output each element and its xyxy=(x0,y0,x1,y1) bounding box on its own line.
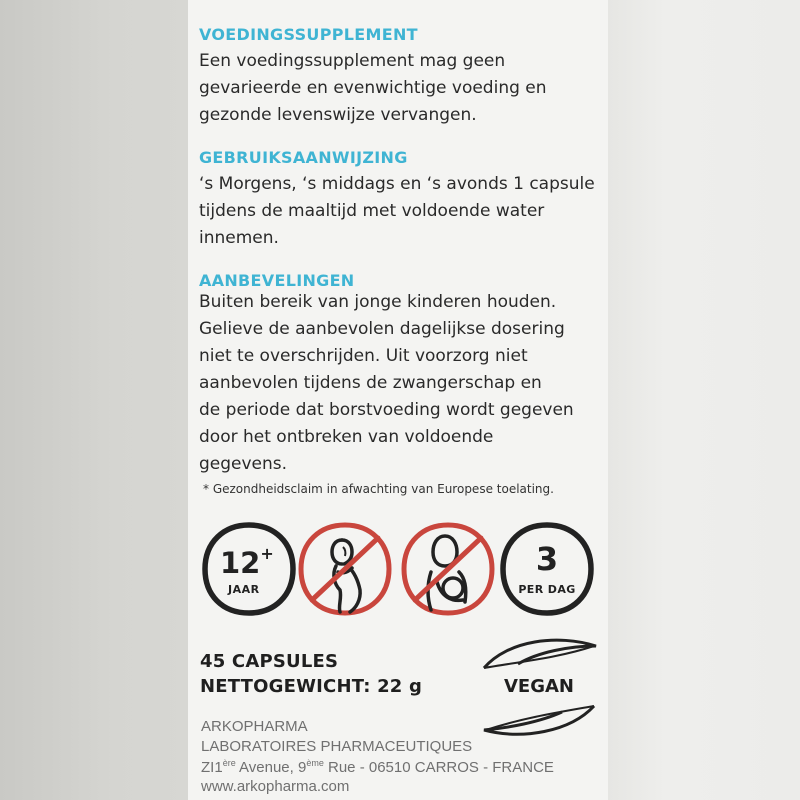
text-line: innemen. xyxy=(199,228,279,248)
paragraph-gebruiksaanwijzing xyxy=(199,171,595,252)
vegan-badge: VEGAN xyxy=(504,676,574,697)
text-line: door het ontbreken van voldoende xyxy=(199,427,494,447)
age-unit: JAAR xyxy=(228,583,260,596)
paragraph-aanbevelingen xyxy=(199,289,574,478)
text-line: de periode dat borstvoeding wordt gegeven xyxy=(199,400,574,420)
manufacturer-lab: LABORATOIRES PHARMACEUTIQUES xyxy=(201,738,473,755)
text-line: tijdens de maaltijd met voldoende water xyxy=(199,201,545,221)
heading-gebruiksaanwijzing: GEBRUIKSAANWIJZING xyxy=(199,148,408,167)
net-weight: NETTOGEWICHT: 22 g xyxy=(200,676,423,697)
footnote: * Gezondheidsclaim in afwachting van Europese toelating. xyxy=(203,482,554,496)
text-line: aanbevolen tijdens de zwangerschap en xyxy=(199,373,542,393)
manufacturer-website: www.arkopharma.com xyxy=(201,778,350,795)
paragraph-voedingssupplement xyxy=(199,48,547,129)
dose-label xyxy=(500,522,594,616)
no-breastfeeding-icon xyxy=(401,522,495,616)
dose-unit: PER DAG xyxy=(518,583,576,596)
text-line: ‘s Morgens, ‘s middags en ‘s avonds 1 capsule xyxy=(199,174,595,194)
text-line: Een voedingssupplement mag geen xyxy=(199,51,506,71)
no-pregnancy-icon xyxy=(298,522,392,616)
manufacturer-name: ARKOPHARMA xyxy=(201,718,308,735)
background-right xyxy=(608,0,800,800)
manufacturer-address: ZI1ère Avenue, 9ème Rue - 06510 CARROS - FRANCE xyxy=(201,758,554,776)
text-line: Gelieve de aanbevolen dagelijkse dosering xyxy=(199,319,565,339)
age-value: 12+ xyxy=(220,544,274,580)
background-left xyxy=(0,0,188,800)
capsule-count: 45 CAPSULES xyxy=(200,651,339,672)
heading-aanbevelingen: AANBEVELINGEN xyxy=(199,271,355,290)
heading-voedingssupplement: VOEDINGSSUPPLEMENT xyxy=(199,25,418,44)
text-line: Buiten bereik van jonge kinderen houden. xyxy=(199,292,557,312)
age-label xyxy=(202,522,296,616)
text-line: gevarieerde en evenwichtige voeding en xyxy=(199,78,547,98)
text-line: gezonde levenswijze vervangen. xyxy=(199,105,477,125)
text-line: niet te overschrijden. Uit voorzorg niet xyxy=(199,346,528,366)
text-line: gegevens. xyxy=(199,454,288,474)
dose-value: 3 xyxy=(535,540,559,578)
